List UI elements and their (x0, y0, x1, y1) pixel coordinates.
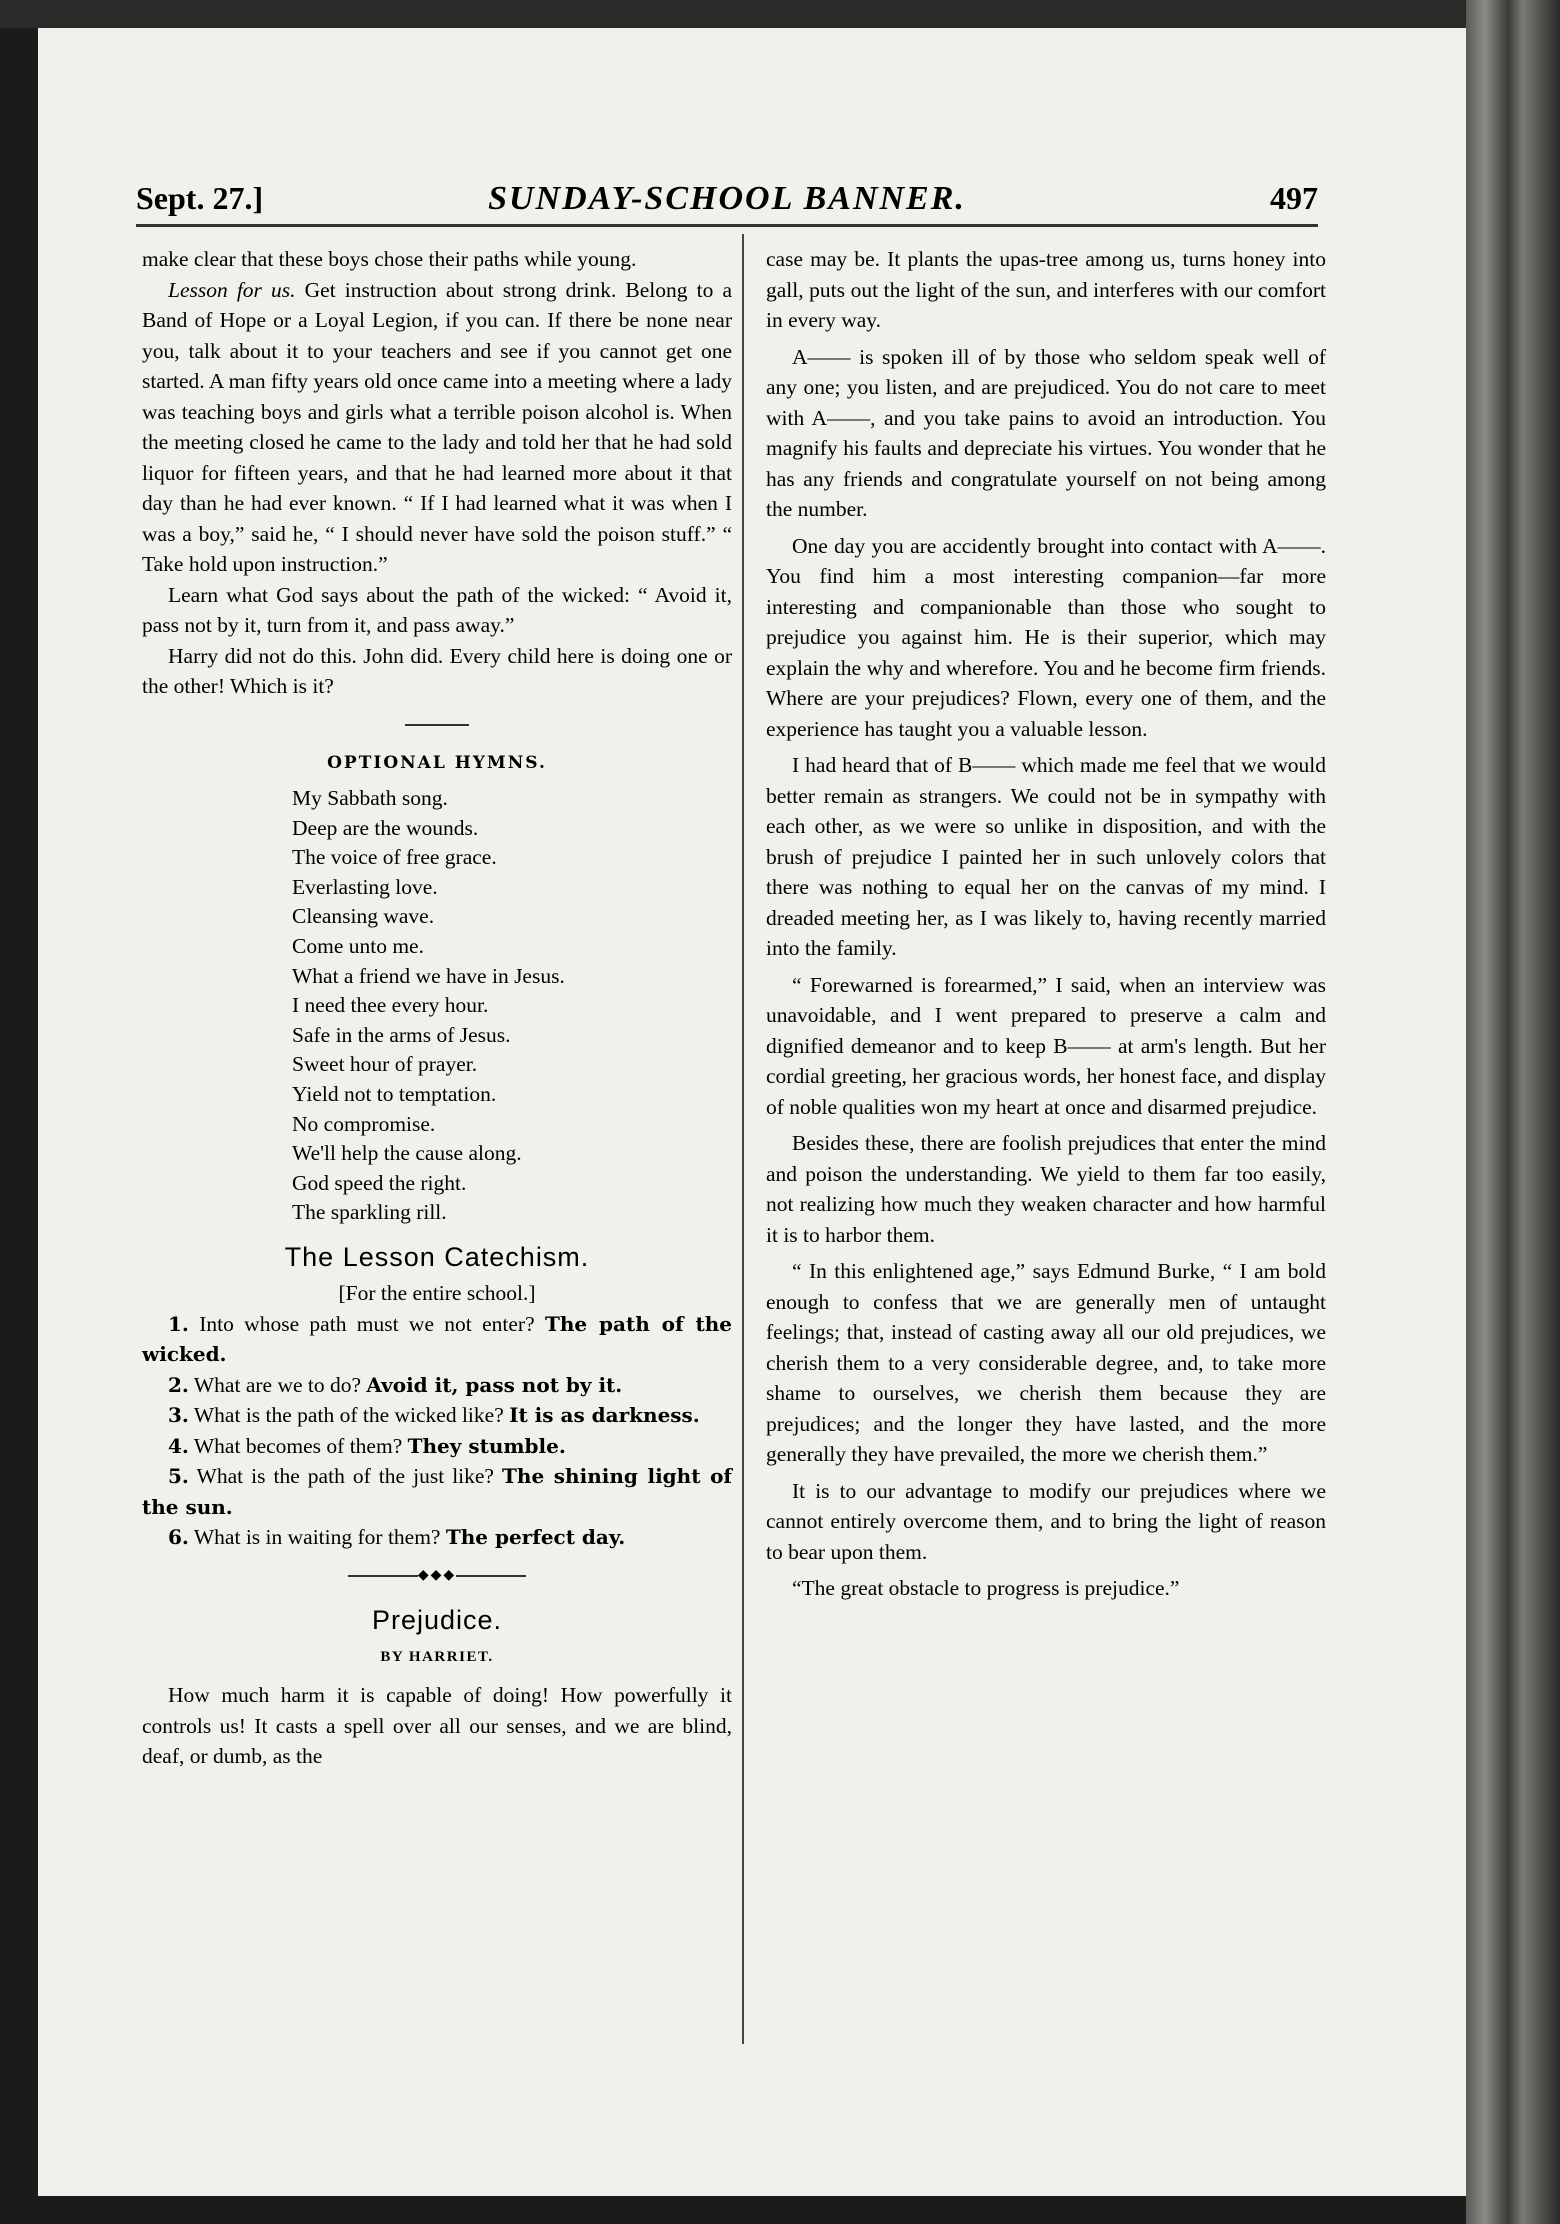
catechism-question: Into whose path must we not enter? (199, 1311, 535, 1336)
book-spine-edge (1466, 0, 1560, 2224)
page-number: 497 (1270, 180, 1318, 216)
paragraph: A—— is spoken ill of by those who seldom speak well of any one; you listen, and are prejudiced. You do not care to meet with A——, and you take pains to avoid an introduction. You magnify his faults and depreciate his virtues. You wonder that he has any friends and congratulate yourself on not being among the number. (766, 344, 1326, 521)
paragraph: I had heard that of B—— which made me feel that we would better remain as strangers. We could not be in sympathy with each other, as we were so unlike in disposition, and with the brush of prejudice I painted her in such unlovely colors that there was nothing to equal her on the canvas of my mind. I dreaded meeting her, as I was likely to, having recently married into the family. (766, 753, 1326, 960)
left-column (142, 244, 732, 1772)
scan-top-edge (0, 0, 1560, 28)
catechism-list (142, 1309, 732, 1553)
paragraph: make clear that these boys chose their paths while young. (142, 247, 637, 271)
catechism-item (142, 1431, 732, 1462)
section-rule (405, 724, 469, 726)
lesson-lead: Lesson for us. (168, 277, 296, 302)
paragraph: “ Forewarned is forearmed,” I said, when an interview was unavoidable, and I went prepared to preserve a calm and dignified demeanor and to keep B—— at arm's length. But her cordial greeting, her gracious words, her honest face, and display of noble qualities won my heart at once and disarmed prejudice. (766, 972, 1326, 1119)
hymn-item: My Sabbath song. (292, 786, 448, 810)
hymn-item: Cleansing wave. (292, 904, 435, 929)
paragraph: Besides these, there are foolish prejudices that enter the mind and poison the understanding. We yield to them far too easily, not realizing how much they weaken character and how harmful it is to harbor them. (766, 1131, 1326, 1247)
catechism-item (142, 1309, 732, 1370)
catechism-question: What is the path of the wicked like? (193, 1403, 504, 1428)
catechism-item (142, 1461, 732, 1522)
paragraph: Harry did not do this. John did. Every child here is doing one or the other! Which is it? (142, 643, 732, 698)
catechism-item (142, 1400, 732, 1431)
paragraph: “The great obstacle to progress is prejudice.” (792, 1576, 1180, 1600)
paragraph (142, 275, 732, 580)
hymn-item: No compromise. (292, 1111, 436, 1136)
paragraph: case may be. It plants the upas-tree among us, turns honey into gall, puts out the light of the sun, and interferes with our comfort in every way. (766, 247, 1326, 332)
paragraph: Learn what God says about the path of the wicked: “ Avoid it, pass not by it, turn from it, and pass away.” (142, 582, 732, 637)
lesson-text: Get instruction about strong drink. Belong to a Band of Hope or a Loyal Legion, if you can. If there be none near you, talk about it to your teachers and see if you cannot get one started. A man fifty years old once came into a meeting where a lady was teaching boys and girls what a terrible poison alcohol is. When the meeting closed he came to the lady and told her that he had sold liquor for fifteen years, and that he had learned more about it that day than he had ever known. “ If I had learned what it was when I was a boy,” said he, “ I should never have sold the poison stuff.” “ Take hold upon instruction.” (142, 277, 733, 576)
catechism-number: 3. (168, 1403, 189, 1428)
catechism-answer: The path of the wicked. (142, 1311, 733, 1367)
catechism-question: What is in waiting for them? (193, 1525, 441, 1550)
catechism-item (142, 1522, 732, 1553)
hymn-item: Sweet hour of prayer. (292, 1052, 478, 1077)
hymn-item: Safe in the arms of Jesus. (292, 1022, 511, 1047)
header-rule (136, 224, 1318, 227)
column-divider (742, 234, 744, 2044)
catechism-item (142, 1370, 732, 1401)
hymns-heading: OPTIONAL HYMNS. (327, 752, 547, 773)
hymn-item: We'll help the cause along. (292, 1141, 522, 1166)
header-title: SUNDAY-SCHOOL BANNER. (488, 180, 966, 217)
hymn-item: Deep are the wounds. (292, 815, 479, 840)
paragraph: One day you are accidently brought into contact with A——. You find him a most interesting companion—far more interesting and companionable than those who sought to prejudice you against him. He is their superior, which may explain the why and wherefore. You and he become firm friends. Where are your prejudices? Flown, every one of them, and the experience has taught you a valuable lesson. (766, 533, 1326, 741)
catechism-question: What becomes of them? (193, 1433, 403, 1458)
catechism-question: What are we to do? (193, 1372, 362, 1397)
paragraph: It is to our advantage to modify our prejudices where we cannot entirely overcome them, and to bring the light of reason to bear upon them. (766, 1478, 1326, 1564)
right-column (766, 244, 1326, 1604)
catechism-subheading: [For the entire school.] (338, 1281, 536, 1306)
catechism-number: 6. (168, 1525, 189, 1550)
catechism-number: 2. (168, 1372, 189, 1397)
header-date: Sept. 27.] (136, 180, 264, 216)
catechism-answer: It is as darkness. (509, 1403, 700, 1428)
hymns-list (292, 784, 732, 1228)
running-header (136, 180, 1318, 220)
hymn-item: Everlasting love. (292, 874, 438, 899)
catechism-answer: They stumble. (407, 1433, 566, 1458)
catechism-number: 5. (168, 1464, 189, 1489)
catechism-answer: The perfect day. (445, 1525, 626, 1550)
catechism-question: What is the path of the just like? (196, 1464, 494, 1489)
catechism-heading: The Lesson Catechism. (284, 1241, 590, 1272)
hymn-item: God speed the right. (292, 1170, 467, 1195)
article-title: Prejudice. (371, 1605, 503, 1636)
catechism-number: 4. (168, 1433, 189, 1458)
paragraph: “ In this enlightened age,” says Edmund Burke, “ I am bold enough to confess that we are generally men of untaught feelings; that, instead of casting away all our old prejudices, we cherish them to a very considerable degree, and, to take more shame to ourselves, we cherish them because they are prejudices; and the longer they have lasted, and the more generally they have prevailed, the more we cherish them.” (766, 1259, 1326, 1466)
paragraph: How much harm it is capable of doing! How powerfully it controls us! It casts a spell over all our senses, and we are blind, deaf, or dumb, as the (142, 1683, 732, 1769)
byline: BY HARRIET. (380, 1648, 494, 1665)
ornament-divider: ◆◆◆ (142, 1561, 732, 1592)
catechism-number: 1. (168, 1311, 189, 1336)
hymn-item: The voice of free grace. (292, 845, 497, 870)
catechism-answer: The shining light of the sun. (142, 1464, 733, 1519)
hymn-item: Yield not to temptation. (292, 1081, 497, 1106)
hymn-item: What a friend we have in Jesus. (292, 963, 565, 988)
catechism-answer: Avoid it, pass not by it. (366, 1372, 623, 1397)
hymn-item: Come unto me. (292, 933, 424, 958)
hymn-item: The sparkling rill. (292, 1200, 447, 1225)
hymn-item: I need thee every hour. (292, 993, 489, 1018)
